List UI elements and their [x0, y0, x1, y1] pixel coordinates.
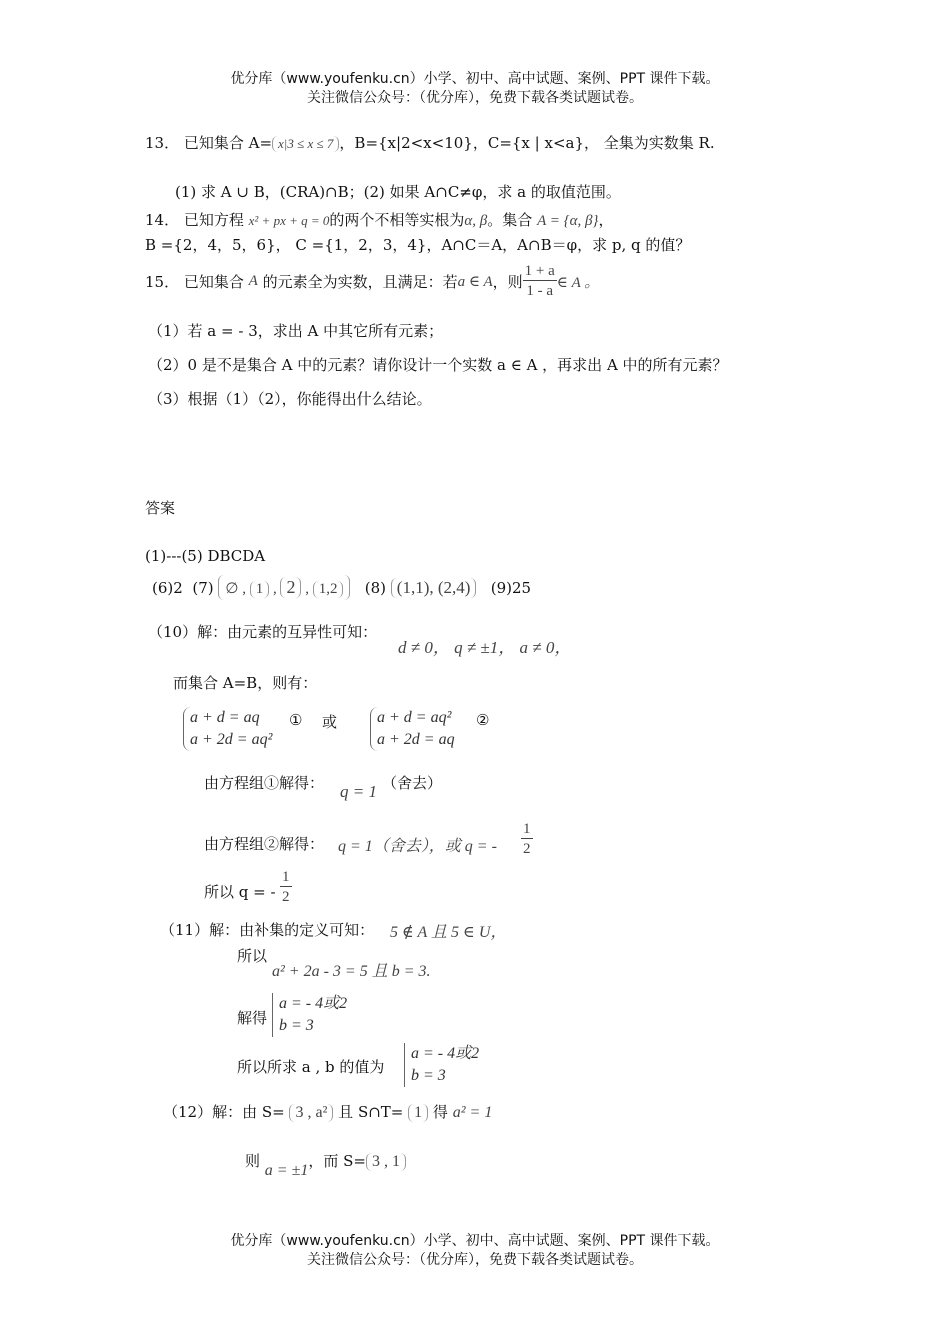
- a10-intro: （10）解：由元素的互异性可知：: [148, 623, 378, 641]
- a10-sol2-value: q = 1（舍去），或 q = -: [338, 838, 497, 855]
- a10-sol2-text: 由方程组②解得：: [204, 835, 325, 853]
- a10-so-numerator: 1: [282, 869, 290, 885]
- a10-so-fraction: [280, 868, 292, 907]
- a12-set-t: 1: [408, 1104, 428, 1122]
- q13-prefix: 13． 已知集合 A=: [145, 134, 273, 152]
- a12-line1: [163, 1101, 492, 1122]
- a10-system-2: [370, 707, 455, 751]
- q15-part2: （2）0 是不是集合 A 中的元素？请你设计一个实数 a ∈ A ，再求出 A 中的所有元素？: [148, 356, 728, 374]
- a12-get: 得: [432, 1103, 448, 1121]
- answer-7-label: (7): [192, 579, 214, 597]
- footer-line-1: 优分库（www.youfenku.cn）小学、初中、高中试题、案例、PPT 课件下载。: [230, 1233, 720, 1249]
- q14-text-c: 。集合: [487, 211, 533, 229]
- a11-condition: 5 ∉ A 且 5 ∈ U，: [390, 924, 507, 941]
- a11-intro: （11）解：由补集的定义可知：: [160, 921, 375, 939]
- a11-result: [272, 993, 347, 1037]
- a11-result-a: a = - 4或2: [279, 995, 348, 1012]
- a12-s2-label: ，而 S=: [308, 1152, 366, 1170]
- a12-mid: 且 S∩T=: [338, 1103, 404, 1121]
- a11-final-a: a = - 4或2: [411, 1045, 480, 1062]
- a11-final-result: [404, 1043, 479, 1087]
- q15-tail: ∈ A 。: [556, 275, 600, 291]
- a11-equation: a² + 2a - 3 = 5 且 b = 3.: [272, 963, 431, 980]
- header-line-2: 关注微信公众号：（优分库），免费下载各类试题试卷。: [307, 90, 643, 106]
- q15-text-b: 的元素全为实数，且满足：若: [262, 273, 458, 291]
- footer-line-2: 关注微信公众号：（优分库），免费下载各类试题试卷。: [307, 1252, 643, 1268]
- answers-1-5: (1)---(5) DBCDA: [145, 547, 266, 565]
- q13-parts: (1) 求 A ∪ B，(CRA)∩B；(2) 如果 A∩C≠φ，求 a 的取值范围。: [175, 183, 621, 201]
- a10-conditions: d ≠ 0， q ≠ ±1， a ≠ 0，: [398, 638, 572, 657]
- system-2-eq1: a + d = aq²: [377, 709, 452, 726]
- q13-rest: ，B={x|2<x<10}，C={x | x<a}， 全集为实数集 R.: [339, 134, 715, 152]
- a12-intro: （12）解：由 S=: [163, 1103, 285, 1121]
- a10-sol2-denominator: 2: [523, 841, 531, 857]
- answer-6: (6)2: [152, 579, 183, 597]
- system-1-eq1: a + d = aq: [190, 709, 260, 726]
- a10-sol2-numerator: 1: [523, 821, 531, 837]
- system-2-brace: [370, 707, 455, 751]
- q15-fraction: [523, 262, 557, 301]
- a11-solve: 解得: [237, 1009, 268, 1027]
- a11-final-text: 所以所求 a , b 的值为: [237, 1058, 385, 1076]
- a10-line2: 而集合 A=B，则有：: [173, 674, 318, 692]
- mark-2: ②: [476, 711, 490, 729]
- system-2-eq2: a + 2d = aq: [377, 731, 455, 748]
- answer-7-set-12: 1,2: [313, 581, 344, 598]
- q15-numerator: 1 + a: [524, 263, 555, 279]
- a12-a-value: a = ±1: [264, 1162, 309, 1179]
- q15-line1: [145, 262, 599, 301]
- a11-so: 所以: [237, 947, 268, 965]
- answer-8-value: (1,1), (2,4): [391, 578, 477, 598]
- q13-set-a: x|3 ≤ x ≤ 7: [272, 136, 339, 152]
- or-text: 或: [322, 713, 338, 731]
- a10-so-text: 所以 q = -: [204, 883, 276, 901]
- q14-line2: B ={2，4，5，6}， C ={1，2，3，4}，A∩C＝A，A∩B＝φ，求 p, q 的值？: [145, 236, 691, 254]
- q15-text-a: 15． 已知集合: [145, 273, 244, 291]
- mark-1: ①: [289, 711, 303, 729]
- q14-line1: 14． 已知方程 x² + px + q = 0的两个不相等实根为α, β。集合 A = {α, β}，: [145, 211, 614, 229]
- answer-7-empty-set: ∅: [225, 581, 239, 597]
- q14-set-a: A = {α, β}: [537, 213, 599, 229]
- q15-denominator: 1 - a: [526, 283, 554, 299]
- q14-text-a: 14． 已知方程: [145, 211, 244, 229]
- system-1-eq2: a + 2d = aq²: [190, 731, 273, 748]
- answers-6-9: [152, 575, 531, 600]
- answer-7-sets: ∅ , 1 , 2 , 1,2: [218, 575, 350, 600]
- a12-set-s: 3 , a²: [289, 1104, 333, 1122]
- answers-title: 答案: [145, 499, 176, 517]
- a11-result-b: b = 3: [279, 1017, 314, 1034]
- a10-sol2-fraction: [521, 820, 533, 859]
- answer-8-label: (8): [364, 579, 387, 597]
- system-1-brace: [183, 707, 272, 751]
- a12-equation: a² = 1: [452, 1104, 493, 1121]
- a10-sol1-note: （舍去）: [382, 774, 443, 792]
- a10-sol1-value: q = 1: [340, 782, 377, 801]
- q15-part3: （3）根据（1）（2），你能得出什么结论。: [148, 390, 432, 408]
- a10-so-denominator: 2: [282, 889, 290, 905]
- q14-equation: x² + px + q = 0: [248, 213, 330, 228]
- a10-sol1-text: 由方程组①解得：: [204, 774, 325, 792]
- answer-7-set-1: 1: [250, 581, 270, 598]
- q13-line1: [145, 132, 715, 153]
- answer-9: (9)25: [490, 579, 532, 597]
- q15-text-c: ，则: [492, 273, 523, 291]
- header-line-1: 优分库（www.youfenku.cn）小学、初中、高中试题、案例、PPT 课件下载。: [230, 71, 720, 87]
- a11-final-b: b = 3: [411, 1067, 446, 1084]
- a11-result-brace: [272, 993, 347, 1037]
- a12-set-s2: 3 , 1: [366, 1153, 406, 1171]
- q14-text-b: 的两个不相等实根为: [329, 211, 465, 229]
- q15-condition: a ∈ A: [457, 274, 493, 290]
- answer-7-set-2: 2: [280, 577, 301, 598]
- q14-roots: α, β: [464, 213, 488, 229]
- a12-line2: [245, 1150, 406, 1179]
- q15-part1: （1）若 a = - 3，求出 A 中其它所有元素；: [148, 322, 444, 340]
- q15-set-a: A: [248, 273, 258, 289]
- a10-system-1: [183, 707, 272, 751]
- a11-final-brace: [404, 1043, 479, 1087]
- a12-then: 则: [245, 1152, 261, 1170]
